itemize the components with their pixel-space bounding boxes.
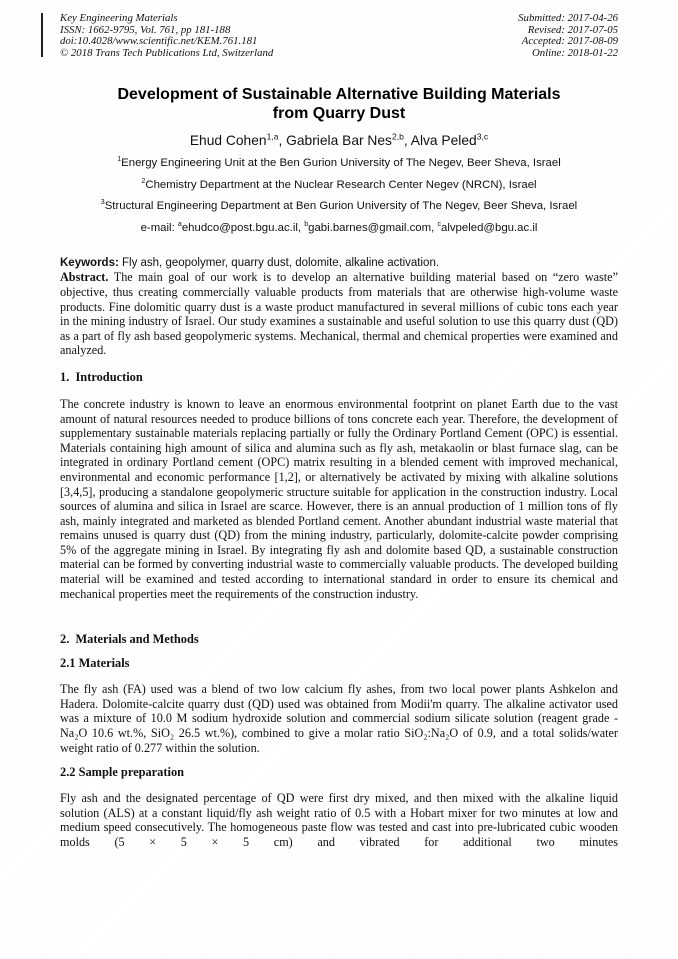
- email-address: alvpeled@bgu.ac.il: [441, 221, 538, 234]
- journal-doi: doi:10.4028/www.scientific.net/KEM.761.181: [60, 35, 258, 48]
- author-name: , Gabriela Bar Nes: [278, 133, 392, 149]
- email-line: [60, 222, 618, 236]
- section-heading-materials-methods: 2. Materials and Methods: [60, 632, 199, 647]
- affiliation-text: Structural Engineering Department at Ben Gurion University of The Negev, Beer Sheva, Israel: [104, 200, 578, 213]
- affiliation-marker: 1: [117, 156, 122, 164]
- section-heading-introduction: 1. Introduction: [60, 369, 143, 384]
- email-address: gabi.barnes@gmail.com,: [308, 221, 438, 234]
- affiliation-marker: 2: [141, 178, 146, 186]
- journal-issn-volume: ISSN: 1662-9795, Vol. 761, pp 181-188: [60, 23, 231, 36]
- author-name: Ehud Cohen: [189, 133, 267, 149]
- authors-line: [60, 133, 618, 149]
- affiliation-line: [60, 200, 618, 214]
- affiliation-marker: 3: [100, 199, 105, 207]
- author-name: , Alva Peled: [403, 133, 477, 149]
- affiliation-line: [60, 157, 618, 171]
- submission-dates: [518, 13, 618, 59]
- paper-title-line2: from Quarry Dust: [272, 104, 406, 122]
- author-affil-marker: 2,b: [391, 131, 404, 142]
- scan-edge-mark: [41, 13, 43, 57]
- email-address: ehudco@post.bgu.ac.il,: [181, 221, 305, 234]
- submitted-date: Submitted: 2017-04-26: [518, 12, 618, 24]
- abstract-paragraph: [60, 270, 618, 358]
- email-label: e-mail:: [140, 221, 178, 234]
- subsection-heading-sample-preparation: 2.2 Sample preparation: [60, 765, 185, 780]
- sample-preparation-paragraph: Fly ash and the designated percentage of QD were first dry mixed, and then mixed with the alkaline liquid solution (ALS) at a constant liquid/fly ash weight ratio of 0.5 with a Hobart mixer for two minutes at low and medium speed consecutively. The homogeneous paste flow was tested and cast into pre-lubricated cubic wooden molds (5 × 5 × 5 cm) and vibrated for additional two minutes: [60, 791, 618, 849]
- email-marker: a: [177, 221, 182, 229]
- materials-paragraph: The fly ash (FA) used was a blend of two low calcium fly ashes, from two local power plants Ashkelon and Hadera. Dolomite-calcite quarry dust (QD) used was obtained from Modii'm quarry. The alkaline activator used was a mixture of 10.0 M sodium hydroxide solution and commercial sodium silicate solution (reagent grade - Na₂O 10.6 wt.%, SiO₂ 26.5 wt.%), combined to give a molar ratio SiO₂:Na₂O of 0.9, and a total solids/water weight ratio of 0.277 within the solution.: [60, 682, 618, 755]
- keywords-text: Fly ash, geopolymer, quarry dust, dolomite, alkaline activation.: [118, 257, 440, 270]
- online-date: Online: 2018-01-22: [531, 46, 618, 59]
- journal-name: Key Engineering Materials: [60, 12, 178, 24]
- journal-copyright: © 2018 Trans Tech Publications Ltd, Switzerland: [60, 46, 274, 59]
- journal-info: [60, 13, 273, 59]
- paper-title-line1: Development of Sustainable Alternative Building Materials: [117, 86, 561, 104]
- affiliation-line: [60, 179, 618, 193]
- paper-title: [60, 86, 618, 123]
- email-marker: c: [437, 221, 441, 229]
- email-marker: b: [304, 221, 309, 229]
- revised-date: Revised: 2017-07-05: [527, 23, 618, 36]
- abstract-text: The main goal of our work is to develop an alternative building material based on “zero waste” objective, thus creating commercially valuable products from materials that are otherwise high-volume waste products. Fine dolomitic quarry dust is a waste product manufactured in several millions of cubic tons each year in the mining industry of Israel. Our study examines a sustainable and useful solution to use this quarry dust (QD) as a part of fly ash based geopolymeric systems. Mechanical, thermal and chemical properties were examined and analyzed.: [60, 270, 618, 358]
- journal-header: [60, 13, 618, 59]
- subsection-heading-materials: 2.1 Materials: [60, 656, 130, 671]
- affiliation-text: Chemistry Department at the Nuclear Research Center Negev (NRCN), Israel: [145, 178, 537, 191]
- abstract-label: Abstract.: [60, 270, 109, 285]
- accepted-date: Accepted: 2017-08-09: [521, 35, 618, 48]
- keywords-label: Keywords:: [60, 257, 119, 270]
- keywords-line: [60, 256, 618, 270]
- author-affil-marker: 3,c: [476, 131, 489, 142]
- author-affil-marker: 1,a: [266, 131, 279, 142]
- introduction-paragraph: The concrete industry is known to leave an enormous environmental footprint on planet Earth due to the vast amount of natural resources needed to produce billions of tons concrete each year. Therefore, the development of supplementary sustainable materials replacing partially or fully the Ordinary Portland Cement (OPC) is essential. Materials containing high amount of silica and alumina such as fly ash, metakaolin or blast furnace slag, can be integrated in ordinary Portland cement (OPC) matrix resulting in a blended cement with improved mechanical, environmental and economic performance [1,2], or alternatively be activated by mixing with alkaline solutions [3,4,5], producing a standalone geopolymeric structure suitable for application in the construction industry. Local sources of alumina and silica in Israel are scarce. However, there is an annual production of 1 million tons of fly ash, mainly integrated and marketed as blended Portland cement. Another abundant industrial waste material that remains unused is quarry dust (QD) from the mining industry, particularly, dolomite-calcite powder comprising 5% of the aggregate mining in Israel. By integrating fly ash and dolomite based QD, a sustainable construction material can be formed by converting industrial waste to commercially valuable products. The developed building material will be examined and tested according to international standard in order to ensure its chemical and mechanical properties meet the requirements of the construction industry.: [60, 396, 618, 601]
- affiliation-text: Energy Engineering Unit at the Ben Gurion University of The Negev, Beer Sheva, Israel: [121, 157, 561, 170]
